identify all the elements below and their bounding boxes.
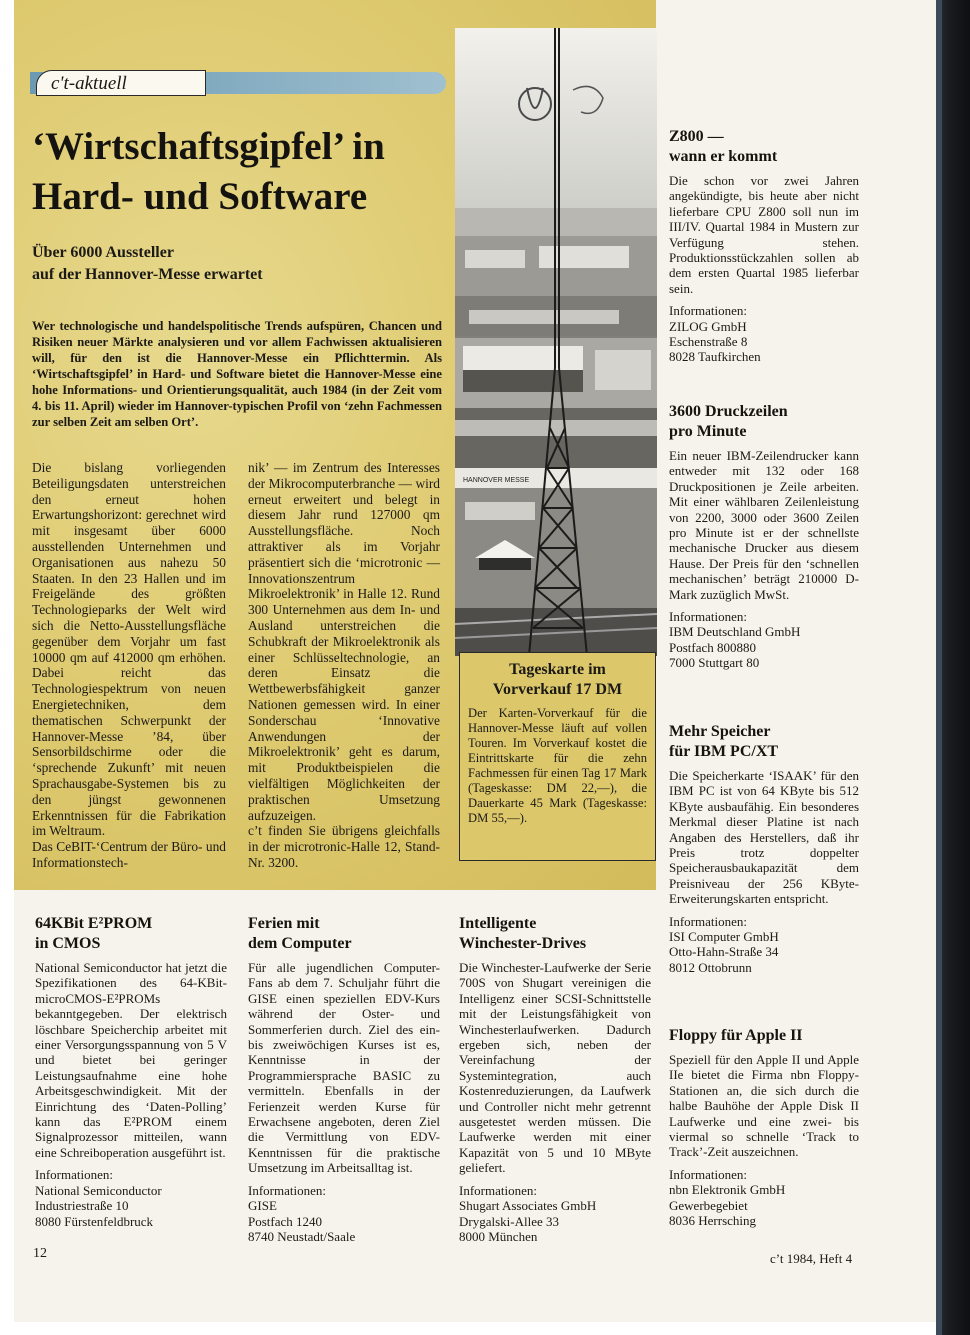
article-body: National Semiconductor hat jetzt die Spezifikationen des 64-KBit-microCMOS-E²PROMs bekanntgegeben. Der elektrisch löschbare Speicherchip arbeitet mit einer Versorgungsspannung von 5 V und bietet bei geringer Leistungsaufnahme eine hohe Arbeitsgeschwindigkeit. Mit der Einrichtung des ‘Daten-Polling’ kann das E²PROM einem Signalprozessor mitteilen, wann eine Schreiboperation ausgeführt ist. [35,960,227,1160]
article-contact [669,303,859,365]
bottom-article-winchester [459,914,651,1244]
article-contact [669,914,859,976]
contact-line: Informationen: [669,1166,747,1182]
contact-line: 7000 Stuttgart 80 [669,655,760,671]
main-column-2-paragraph-1: nik’ — im Zentrum des Interesses der Mikrocomputerbranche — wird erneut erweitert und belegt in diesem Jahr rund 127000 qm Ausstellungsfläche. Noch attraktiver als im Vorjahr präsentiert sich die ‘microtronic — Innovationszentrum Mikroelektronik’ in Halle 12. Rund 300 Unternehmen aus dem In- und Ausland unterstreichen die Schubkraft der Mikroelektronik als einer Schlüsseltechnologie, an deren Einsatz die Wettbewerbsfähigkeit ganzer Nationen gemessen wird. In einer Sonderschau ‘Innovative Anwendungen der Mikroelektronik’ geht es darum, mit Produktbeispielen die vielfältigen Möglichkeiten der praktischen Umsetzung aufzuzeigen. [248,460,440,823]
photo-image [455,28,657,656]
article-contact [35,1167,227,1229]
contact-line: Informationen: [35,1167,113,1183]
article-title-line1: Intelligente [459,915,537,932]
sidebar-article-apple-floppy [669,1026,859,1228]
contact-line: ISI Computer GmbH [669,929,779,945]
article-title-line2: in CMOS [35,935,101,952]
article-title-line2: dem Computer [248,935,352,952]
contact-line: Shugart Associates GmbH [459,1198,597,1214]
sidebar-article-z800 [669,127,859,365]
bottom-article-holiday-course [248,914,440,1244]
main-subhead [32,242,432,286]
contact-line: IBM Deutschland GmbH [669,624,801,640]
main-column-2-paragraph-2: c’t finden Sie übrigens gleichfalls in der microtronic-Halle 12, Stand-Nr. 3200. [248,823,440,870]
contact-line: 8028 Taufkirchen [669,349,761,365]
ticket-box-title-line2: Vorverkauf 17 DM [492,681,623,698]
article-contact [669,1167,859,1229]
contact-line: nbn Elektronik GmbH [669,1182,786,1198]
ticket-box-body: Der Karten-Vorverkauf für die Hannover-Messe läuft auf vollen Touren. Im Vorverkauf kostet die Eintrittskarte für die zehn Fachmessen für einen Tag 17 Mark (Tageskasse: DM 22,—), die Dauerkarte 45 Mark (Tageskasse: DM 55,—). [468,706,647,825]
article-title [669,402,859,442]
contact-line: Informationen: [459,1182,537,1198]
article-title [669,1026,859,1046]
article-body: Die schon vor zwei Jahren angekündigte, bis heute aber nicht lieferbare CPU Z800 soll nun im III/IV. Quartal 1984 in Mustern zur Verfügung stehen. Produktionsstückzahlen sollen ab dem ersten Quartal 1985 lieferbar sein. [669,173,859,296]
contact-line: ZILOG GmbH [669,318,747,334]
contact-line: Informationen: [669,609,747,625]
intro-paragraph: Wer technologische und handelspolitische Trends aufspüren, Chancen und Risiken neuer Märkte analysieren und vor allem Fachwissen aktualisieren will, für den ist die Hannover-Messe ein Pflichttermin. Als ‘Wirtschaftsgipfel’ in Hard- und Software bietet die Hannover-Messe eine hohe Informations- und Orientierungsqualität, auch 1984 (in der Zeit vom 4. bis 11. April) wieder im Hannover-typischen Profil von ‘zehn Fachmessen zur selben Zeit am selben Ort’. [32,319,442,429]
main-headline [32,122,452,222]
article-contact [459,1183,651,1245]
article-body: Für alle jugendlichen Computer-Fans ab dem 7. Schuljahr führt die GISE einen speziellen EDV-Kurs während der Oster- und Sommerferien durch. Ziel des ein- bis zweiwöchigen Kurses ist es, Kenntnisse in der Programmiersprache BASIC zu vermitteln. Ebenfalls in der Ferienzeit werden Kurse für Erwachsene angeboten, deren Ziel die Vermittlung von EDV-Kenntnissen für die praktische Umsetzung im Arbeitsalltag ist. [248,960,440,1176]
contact-line: Postfach 800880 [669,639,757,655]
contact-line: Informationen: [669,303,747,319]
article-title [669,127,859,167]
contact-line: Gewerbegebiet [669,1197,748,1213]
article-body: Die Winchester-Laufwerke der Serie 700S von Shugart vereinigen die Intelligenz einer SCSI-Schnittstelle mit der Leistungsfähigkeit von Winchesterlaufwerken. Dadurch ergeben sich, neben der Vereinfachung der Systemintegration, auch Kostenreduzierungen, da Laufwerk und Controller nicht mehr getrennt ausgetestet werden müssen. Die Laufwerke werden mit einer Kapazität von 5 und 10 MByte geliefert. [459,960,651,1176]
article-title [248,914,440,954]
contact-line: Eschenstraße 8 [669,334,748,350]
sidebar-article-ibm-memory [669,722,859,975]
contact-line: Postfach 1240 [248,1213,323,1229]
article-title [669,722,859,762]
article-title-line2: wann er kommt [669,148,778,165]
headline-line1: ‘Wirtschaftsgipfel’ in [32,125,385,168]
ticket-info-box [459,652,656,861]
contact-line: Otto-Hahn-Straße 34 [669,944,779,960]
contact-line: 8080 Fürstenfeldbruck [35,1213,154,1229]
article-contact [669,609,859,671]
article-title-line1: 3600 Druckzeilen [669,403,788,420]
article-title-line1: Floppy für Apple II [669,1027,803,1044]
article-contact [248,1183,440,1245]
contact-line: 8012 Ottobrunn [669,959,752,975]
article-title [459,914,651,954]
ticket-box-title [468,660,647,700]
section-tag: c't-aktuell [36,70,206,96]
article-title-line1: 64KBit E²PROM [35,915,153,932]
article-title-line2: für IBM PC/XT [669,743,779,760]
article-title-line1: Z800 — [669,128,724,145]
main-column-1-paragraph-1: Die bislang vorliegenden Beteiligungsdaten unterstreichen den erneut hohen Erwartungshorizont: gerechnet wird mit insgesamt über 6000 ausstellenden Unternehmen und Organisationen aus nahezu 50 Staaten. In den 23 Hallen und im Freigelände des größten Technologieparks der Welt wird sich die Netto-Ausstellungsfläche gegenüber dem Vorjahr um fast 10000 qm auf 412000 qm erhöhen. Dabei reicht das Technologiespektrum von neuen Energietechniken, dem thematischen Schwerpunkt der Hannover-Messe ’84, über Sensorbildschirme oder die ‘sprechende Zukunft’ mit neuen Sprachausgabe-Systemen bis zu den jüngst gewonnenen Erkenntnissen für die Fabrikation im Weltraum. [32,460,226,839]
article-body: Die Speicherkarte ‘ISAAK’ für den IBM PC ist von 64 KByte bis 512 KByte ausbaufähig. Ein besonderes Merkmal dieser Platine ist nach Angaben des Herstellers, daß ihr Preis trotz doppelter Speicherausbaukapazität dem Preisniveau der 256 KByte-Erweiterungskarten entspricht. [669,768,859,907]
subhead-line1: Über 6000 Aussteller [32,244,174,261]
scan-edge [936,0,970,1335]
article-title-line1: Mehr Speicher [669,723,771,740]
article-body: Speziell für den Apple II und Apple IIe bietet die Firma nbn Floppy-Stationen an, die sich durch die halbe Bauhöhe der Apple Disk II Laufwerke und eine zwei- bis viermal so schnelle ‘Track to Track’-Zeit auszeichnen. [669,1052,859,1160]
sidebar-article-ibm-printer [669,402,859,671]
article-title-line2: pro Minute [669,423,747,440]
contact-line: GISE [248,1198,277,1214]
contact-line: 8000 München [459,1228,538,1244]
main-column-1 [32,460,226,871]
contact-line: Drygalski-Allee 33 [459,1213,560,1229]
main-column-1-paragraph-2: Das CeBIT-‘Centrum der Büro- und Informationstech- [32,839,226,870]
article-title [35,914,227,954]
contact-line: National Semiconductor [35,1182,162,1198]
trade-fair-photo [455,28,657,656]
article-title-line1: Ferien mit [248,915,320,932]
contact-line: 8740 Neustadt/Saale [248,1228,356,1244]
ticket-box-title-line1: Tageskarte im [509,661,606,678]
contact-line: Informationen: [669,913,747,929]
issue-footer: c’t 1984, Heft 4 [770,1251,853,1266]
contact-line: Informationen: [248,1182,326,1198]
main-column-2 [248,460,440,871]
contact-line: 8036 Herrsching [669,1213,757,1229]
page-number: 12 [33,1246,47,1261]
subhead-line2: auf der Hannover-Messe erwartet [32,266,263,283]
headline-line2: Hard- und Software [32,175,368,218]
article-body: Ein neuer IBM-Zeilendrucker kann entweder mit 132 oder 168 Druckpositionen je Zeile arbeiten. Mit einer wählbaren Zeilenleistung von 2200, 3000 oder 3600 Zeilen pro Minute ist er der schnellste mechanische Drucker aus diesem Hause. Der Preis für den ‘schnellen mechanischen’ beträgt 210000 D-Mark zuzüglich MwSt. [669,448,859,602]
contact-line: Industriestraße 10 [35,1198,129,1214]
article-title-line2: Winchester-Drives [459,935,587,952]
photo-banner-text: HANNOVER MESSE [463,477,530,484]
bottom-article-eeprom [35,914,227,1229]
